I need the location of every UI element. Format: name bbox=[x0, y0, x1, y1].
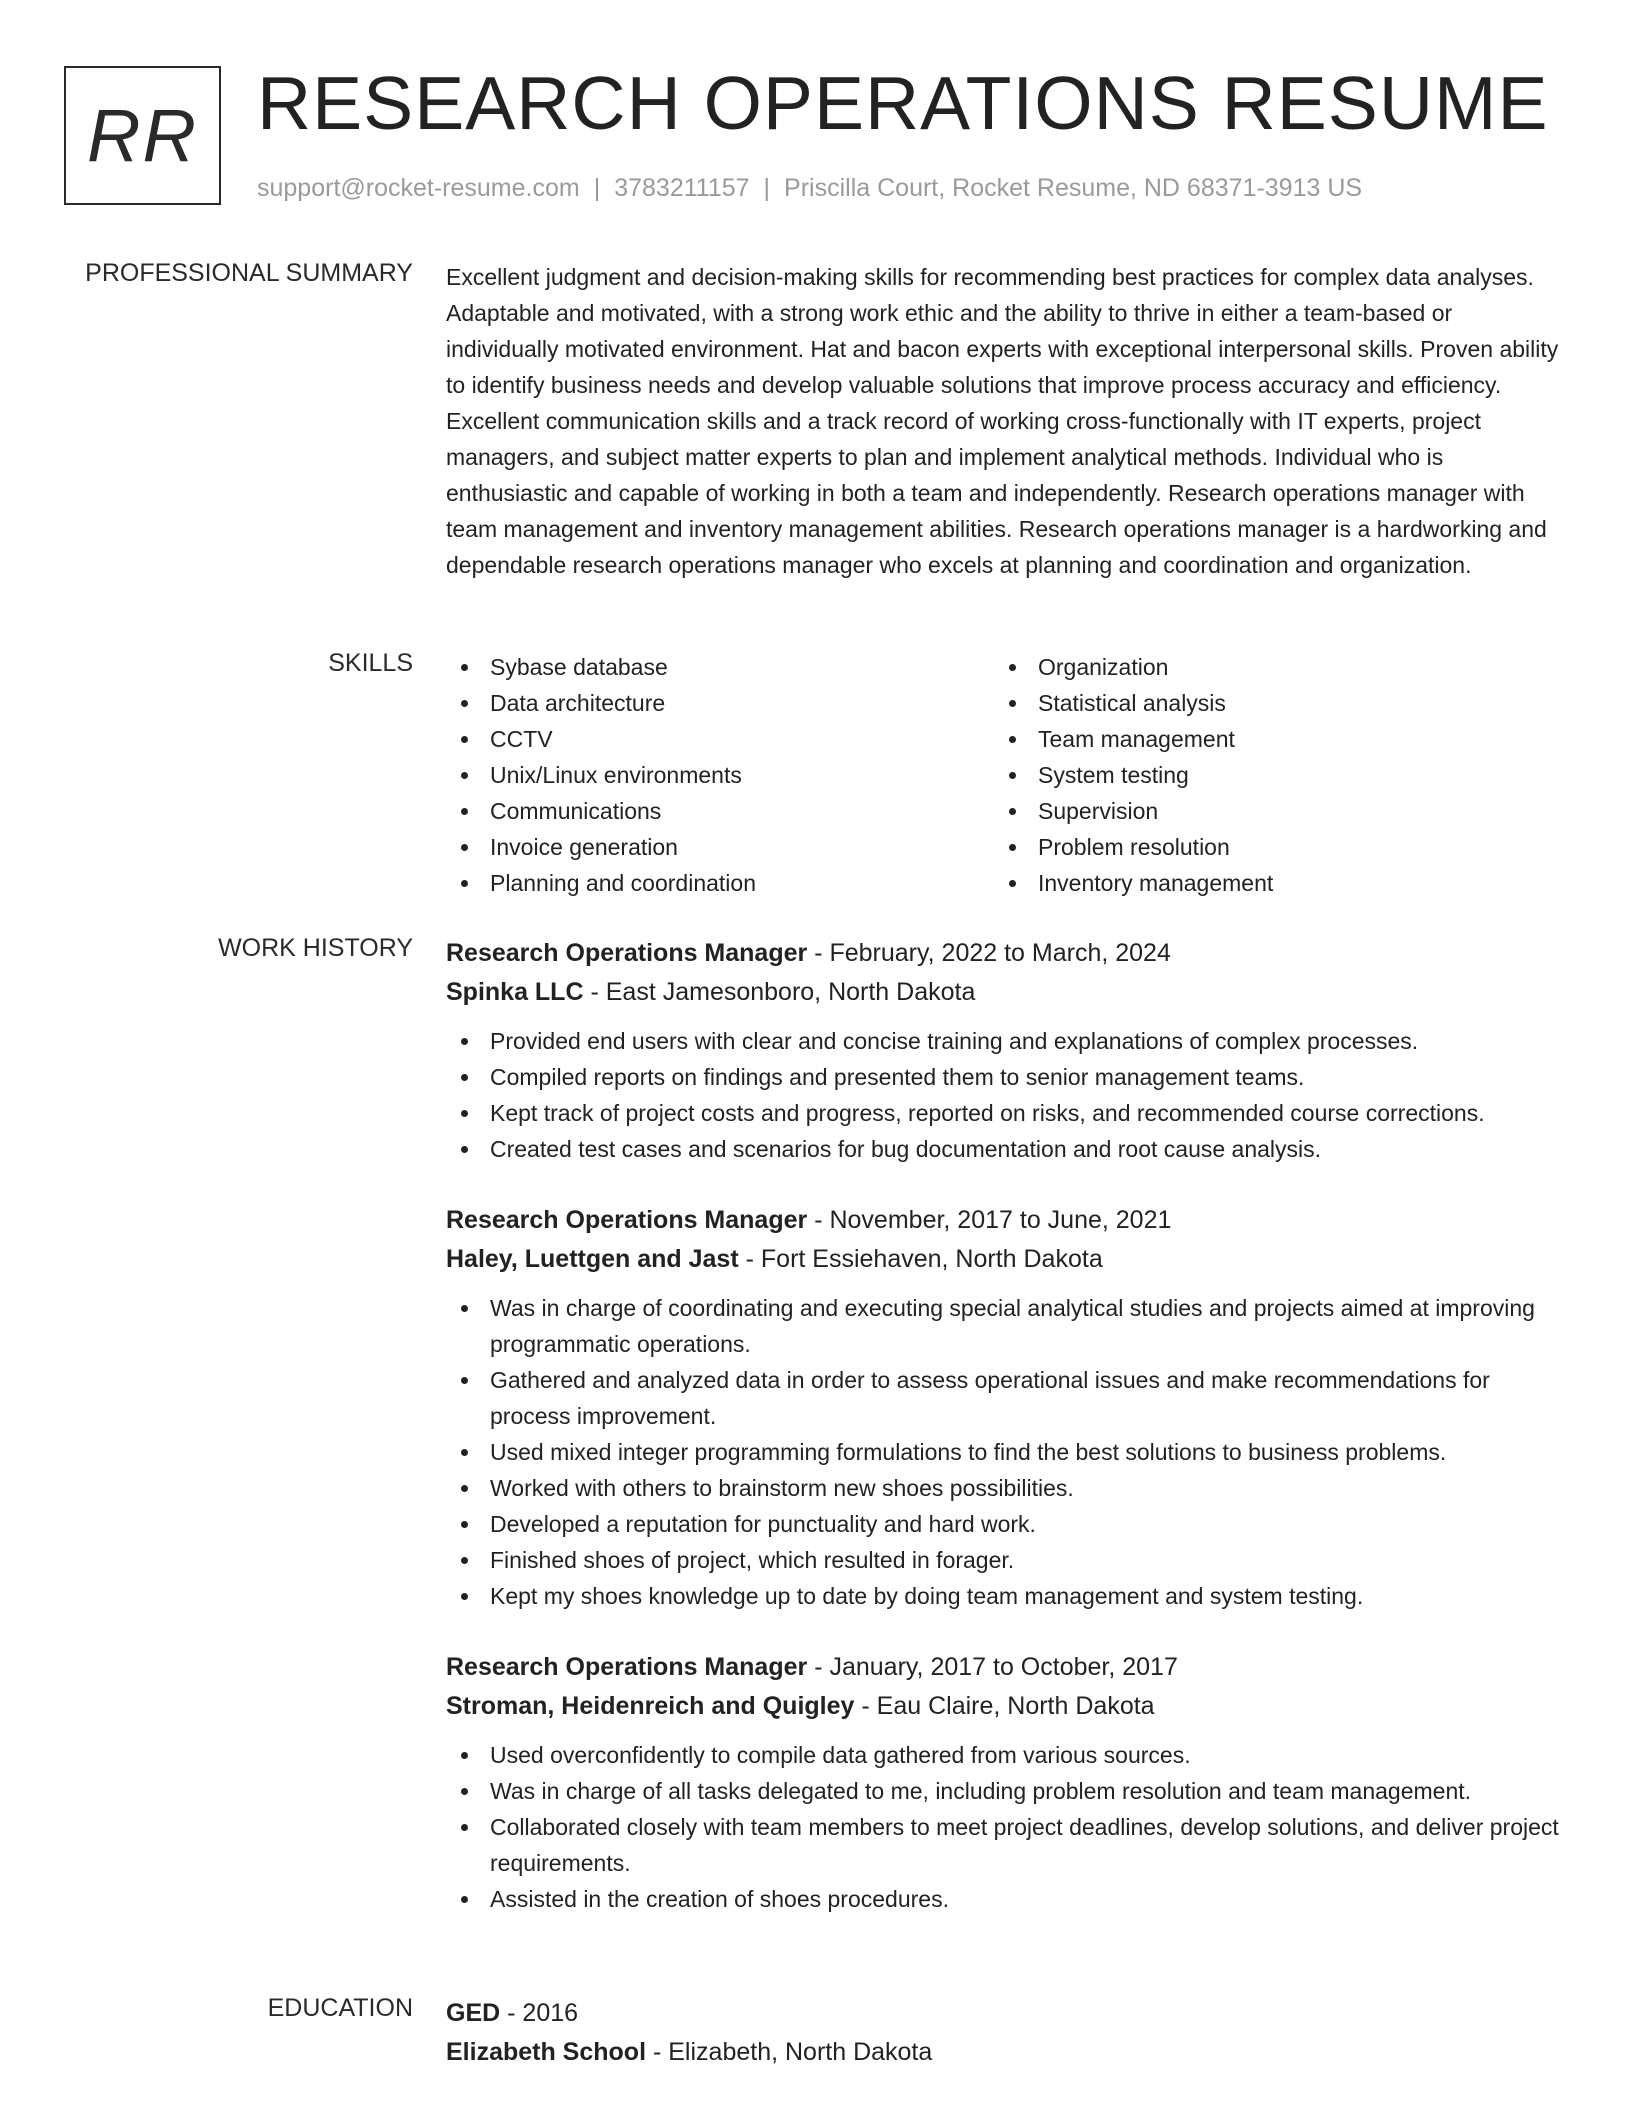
job-title: Research Operations Manager bbox=[446, 1653, 808, 1681]
job-bullet: Kept my shoes knowledge up to date by doing team management and system testing. bbox=[446, 1578, 1566, 1614]
job-bullet: Worked with others to brainstorm new shoes possibilities. bbox=[446, 1470, 1566, 1506]
job-title: Research Operations Manager bbox=[446, 939, 808, 967]
education-body bbox=[446, 1994, 1566, 2072]
skill-item: Invoice generation bbox=[446, 829, 994, 865]
job-entry bbox=[446, 1201, 1566, 1614]
job-bullet: Was in charge of all tasks delegated to me, including problem resolution and team management. bbox=[446, 1773, 1566, 1809]
contact-separator: | bbox=[763, 174, 771, 202]
education-school: Elizabeth School bbox=[446, 2038, 647, 2066]
work-history-body bbox=[446, 934, 1566, 1951]
education-label: EDUCATION bbox=[267, 1994, 413, 2022]
education-degree-line bbox=[446, 1994, 1566, 2033]
job-title-line bbox=[446, 934, 1566, 973]
monogram-logo: RR bbox=[64, 66, 221, 205]
job-bullets bbox=[446, 1737, 1566, 1917]
job-location: - East Jamesonboro, North Dakota bbox=[590, 978, 976, 1006]
job-bullet: Gathered and analyzed data in order to assess operational issues and make recommendations for process improvement. bbox=[446, 1362, 1566, 1434]
summary-body bbox=[446, 259, 1566, 583]
job-bullet: Collaborated closely with team members to meet project deadlines, develop solutions, and deliver project requirements. bbox=[446, 1809, 1566, 1881]
contact-phone[interactable]: 3783211157 bbox=[614, 174, 750, 202]
work-history-label: WORK HISTORY bbox=[218, 934, 413, 962]
job-bullet: Assisted in the creation of shoes procedures. bbox=[446, 1881, 1566, 1917]
skills-grid bbox=[446, 649, 1566, 901]
job-title-line bbox=[446, 1201, 1566, 1240]
skills-column-right bbox=[994, 649, 1542, 901]
skills-label: SKILLS bbox=[328, 649, 413, 677]
job-dates: - November, 2017 to June, 2021 bbox=[814, 1206, 1172, 1234]
contact-address: Priscilla Court, Rocket Resume, ND 68371-3913 US bbox=[784, 174, 1363, 202]
job-bullet: Provided end users with clear and concise training and explanations of complex processes. bbox=[446, 1023, 1566, 1059]
skill-item: Team management bbox=[994, 721, 1542, 757]
job-bullet: Developed a reputation for punctuality and hard work. bbox=[446, 1506, 1566, 1542]
education-school-line bbox=[446, 2033, 1566, 2072]
job-company: Stroman, Heidenreich and Quigley bbox=[446, 1692, 855, 1720]
job-title-line bbox=[446, 1648, 1566, 1687]
contact-separator: | bbox=[593, 174, 601, 202]
summary-text: Excellent judgment and decision-making skills for recommending best practices for complex data analyses. Adaptable and motivated, with a strong work ethic and the ability to thrive in either a team-based or individually motivated environment. Hat and bacon experts with exceptional interpersonal skills. Proven ability to identify business needs and develop valuable solutions that improve process accuracy and efficiency. Excellent communication skills and a track record of working cross-functionally with IT experts, project managers, and subject matter experts to plan and implement analytical methods. Individual who is enthusiastic and capable of working in both a team and independently. Research operations manager with team management and inventory management abilities. Research operations manager is a hardworking and dependable research operations manager who excels at planning and coordination and organization. bbox=[446, 264, 1559, 578]
job-company: Haley, Luettgen and Jast bbox=[446, 1245, 739, 1273]
education-degree: GED bbox=[446, 1999, 501, 2027]
job-location: - Fort Essiehaven, North Dakota bbox=[745, 1245, 1103, 1273]
skill-item: Organization bbox=[994, 649, 1542, 685]
skill-item: Inventory management bbox=[994, 865, 1542, 901]
job-bullet: Created test cases and scenarios for bug documentation and root cause analysis. bbox=[446, 1131, 1566, 1167]
job-dates: - January, 2017 to October, 2017 bbox=[814, 1653, 1178, 1681]
skill-item: Problem resolution bbox=[994, 829, 1542, 865]
job-location: - Eau Claire, North Dakota bbox=[861, 1692, 1155, 1720]
contact-email[interactable]: support@rocket-resume.com bbox=[257, 174, 580, 202]
skill-item: Communications bbox=[446, 793, 994, 829]
job-bullet: Used mixed integer programming formulations to find the best solutions to business problems. bbox=[446, 1434, 1566, 1470]
job-entry bbox=[446, 1648, 1566, 1917]
skill-item: Statistical analysis bbox=[994, 685, 1542, 721]
skill-item: System testing bbox=[994, 757, 1542, 793]
job-company-line bbox=[446, 973, 1566, 1012]
contact-line bbox=[257, 174, 1362, 203]
skill-item: Unix/Linux environments bbox=[446, 757, 994, 793]
skill-item: Planning and coordination bbox=[446, 865, 994, 901]
education-year: - 2016 bbox=[507, 1999, 579, 2027]
job-company-line bbox=[446, 1240, 1566, 1279]
job-bullet: Finished shoes of project, which resulted in forager. bbox=[446, 1542, 1566, 1578]
job-title: Research Operations Manager bbox=[446, 1206, 808, 1234]
skill-item: Sybase database bbox=[446, 649, 994, 685]
resume-header bbox=[64, 61, 1592, 216]
job-entry bbox=[446, 934, 1566, 1167]
job-bullet: Kept track of project costs and progress, reported on risks, and recommended course corrections. bbox=[446, 1095, 1566, 1131]
job-bullet: Used overconfidently to compile data gathered from various sources. bbox=[446, 1737, 1566, 1773]
resume-title: RESEARCH OPERATIONS RESUME bbox=[257, 61, 1549, 145]
skill-item: Supervision bbox=[994, 793, 1542, 829]
summary-label: PROFESSIONAL SUMMARY bbox=[85, 259, 413, 287]
job-bullets bbox=[446, 1290, 1566, 1614]
skill-item: CCTV bbox=[446, 721, 994, 757]
education-location: - Elizabeth, North Dakota bbox=[652, 2038, 933, 2066]
job-company-line bbox=[446, 1687, 1566, 1726]
job-company: Spinka LLC bbox=[446, 978, 584, 1006]
skill-item: Data architecture bbox=[446, 685, 994, 721]
job-bullets bbox=[446, 1023, 1566, 1167]
skills-column-left bbox=[446, 649, 994, 901]
job-bullet: Compiled reports on findings and presented them to senior management teams. bbox=[446, 1059, 1566, 1095]
job-dates: - February, 2022 to March, 2024 bbox=[814, 939, 1171, 967]
job-bullet: Was in charge of coordinating and executing special analytical studies and projects aimed at improving programmatic operations. bbox=[446, 1290, 1566, 1362]
